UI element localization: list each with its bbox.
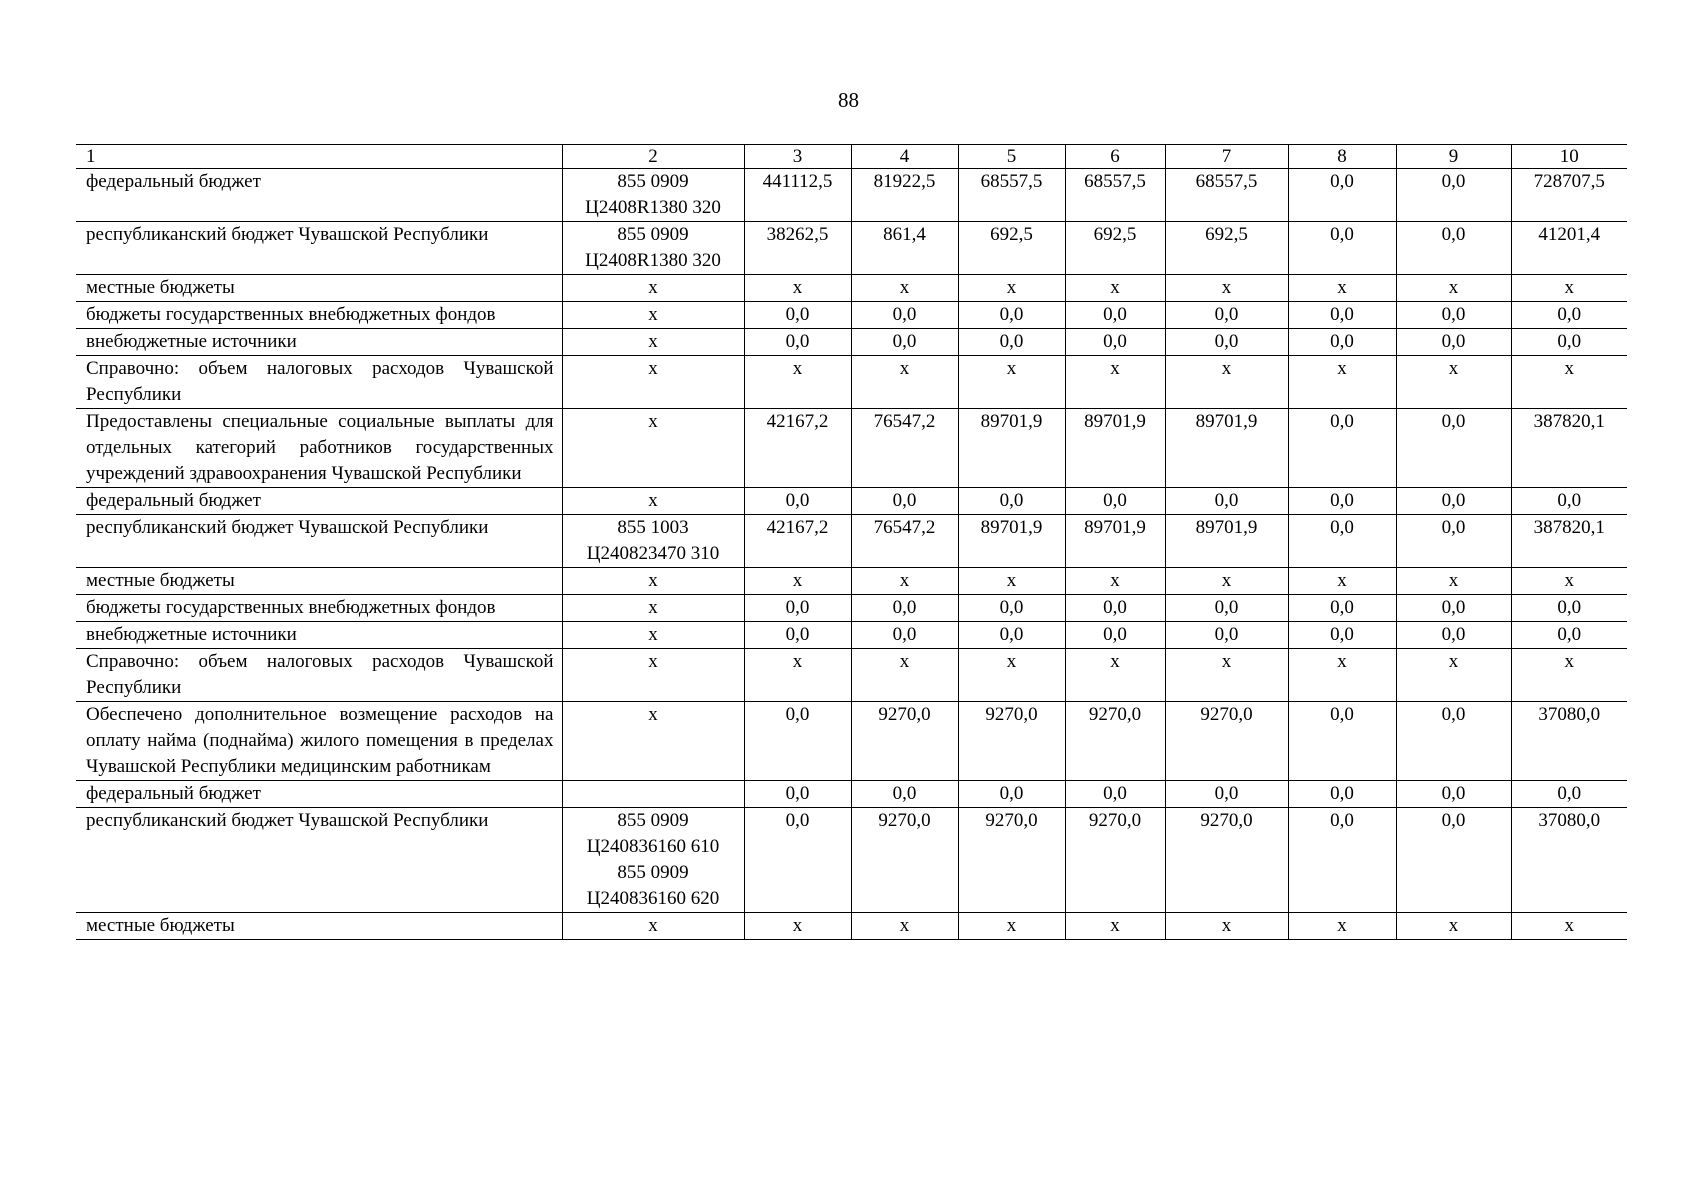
budget-classification-code: x bbox=[562, 275, 744, 302]
budget-classification-code: x bbox=[562, 302, 744, 329]
row-label: внебюджетные источники bbox=[76, 622, 562, 649]
value-cell: 37080,0 bbox=[1511, 808, 1627, 913]
value-cell: 0,0 bbox=[958, 781, 1065, 808]
value-cell: 81922,5 bbox=[851, 169, 958, 222]
value-cell: 0,0 bbox=[851, 302, 958, 329]
value-cell: 0,0 bbox=[744, 302, 851, 329]
value-cell: x bbox=[744, 913, 851, 940]
value-cell: 0,0 bbox=[744, 622, 851, 649]
row-label: республиканский бюджет Чувашской Республики bbox=[76, 808, 562, 913]
value-cell: x bbox=[958, 568, 1065, 595]
value-cell: x bbox=[744, 649, 851, 702]
value-cell: 0,0 bbox=[1288, 488, 1396, 515]
value-cell: 89701,9 bbox=[958, 409, 1065, 488]
value-cell: 728707,5 bbox=[1511, 169, 1627, 222]
table-row bbox=[76, 329, 1627, 356]
row-label: Обеспечено дополнительное возмещение расходов на оплату найма (поднайма) жилого помещения в пределах Чувашской Республики медицинским работникам bbox=[76, 702, 562, 781]
value-cell: 0,0 bbox=[1511, 302, 1627, 329]
table-row bbox=[76, 356, 1627, 409]
column-number-5: 5 bbox=[958, 145, 1065, 169]
budget-table bbox=[76, 144, 1627, 940]
value-cell: 387820,1 bbox=[1511, 515, 1627, 568]
value-cell: 0,0 bbox=[1288, 222, 1396, 275]
value-cell: 0,0 bbox=[1165, 488, 1288, 515]
value-cell: 0,0 bbox=[1396, 808, 1511, 913]
row-label: бюджеты государственных внебюджетных фондов bbox=[76, 302, 562, 329]
table-row bbox=[76, 515, 1627, 568]
value-cell: 9270,0 bbox=[958, 808, 1065, 913]
value-cell: x bbox=[1065, 275, 1165, 302]
value-cell: x bbox=[1288, 356, 1396, 409]
budget-classification-code: 855 0909 Ц2408R1380 320 bbox=[562, 169, 744, 222]
value-cell: 387820,1 bbox=[1511, 409, 1627, 488]
value-cell: 0,0 bbox=[1396, 515, 1511, 568]
row-label: республиканский бюджет Чувашской Республики bbox=[76, 222, 562, 275]
table-row bbox=[76, 568, 1627, 595]
value-cell: 0,0 bbox=[744, 329, 851, 356]
value-cell: 89701,9 bbox=[1065, 515, 1165, 568]
table-body bbox=[76, 145, 1627, 940]
value-cell: 37080,0 bbox=[1511, 702, 1627, 781]
value-cell: 0,0 bbox=[958, 595, 1065, 622]
value-cell: 0,0 bbox=[1065, 622, 1165, 649]
value-cell: x bbox=[1165, 356, 1288, 409]
value-cell: 0,0 bbox=[958, 302, 1065, 329]
value-cell: 0,0 bbox=[1165, 622, 1288, 649]
value-cell: x bbox=[1065, 356, 1165, 409]
value-cell: 0,0 bbox=[744, 781, 851, 808]
column-number-1: 1 bbox=[76, 145, 562, 169]
value-cell: x bbox=[1396, 275, 1511, 302]
value-cell: 0,0 bbox=[1288, 302, 1396, 329]
value-cell: 89701,9 bbox=[958, 515, 1065, 568]
value-cell: x bbox=[1511, 649, 1627, 702]
value-cell: 0,0 bbox=[1511, 329, 1627, 356]
value-cell: 68557,5 bbox=[1065, 169, 1165, 222]
value-cell: 76547,2 bbox=[851, 515, 958, 568]
value-cell: x bbox=[1288, 275, 1396, 302]
value-cell: x bbox=[958, 356, 1065, 409]
table-row bbox=[76, 488, 1627, 515]
table-row bbox=[76, 595, 1627, 622]
value-cell: 692,5 bbox=[958, 222, 1065, 275]
row-label: федеральный бюджет bbox=[76, 781, 562, 808]
value-cell: 42167,2 bbox=[744, 409, 851, 488]
value-cell: 0,0 bbox=[1396, 595, 1511, 622]
value-cell: x bbox=[744, 275, 851, 302]
value-cell: 9270,0 bbox=[851, 702, 958, 781]
column-number-4: 4 bbox=[851, 145, 958, 169]
value-cell: 692,5 bbox=[1065, 222, 1165, 275]
value-cell: 0,0 bbox=[1165, 595, 1288, 622]
value-cell: 9270,0 bbox=[851, 808, 958, 913]
column-number-7: 7 bbox=[1165, 145, 1288, 169]
value-cell: 0,0 bbox=[1288, 515, 1396, 568]
budget-classification-code: 855 0909 Ц2408R1380 320 bbox=[562, 222, 744, 275]
budget-classification-code: 855 0909 Ц240836160 610 855 0909 Ц240836160 620 bbox=[562, 808, 744, 913]
value-cell: x bbox=[1288, 568, 1396, 595]
value-cell: 0,0 bbox=[1396, 409, 1511, 488]
budget-classification-code: x bbox=[562, 329, 744, 356]
value-cell: 0,0 bbox=[1165, 329, 1288, 356]
value-cell: 68557,5 bbox=[958, 169, 1065, 222]
value-cell: 0,0 bbox=[1396, 622, 1511, 649]
column-number-3: 3 bbox=[744, 145, 851, 169]
budget-classification-code: x bbox=[562, 702, 744, 781]
budget-classification-code: x bbox=[562, 595, 744, 622]
value-cell: x bbox=[958, 649, 1065, 702]
value-cell: 0,0 bbox=[851, 329, 958, 356]
value-cell: 0,0 bbox=[1396, 488, 1511, 515]
value-cell: 9270,0 bbox=[1165, 702, 1288, 781]
value-cell: x bbox=[744, 356, 851, 409]
budget-classification-code: x bbox=[562, 488, 744, 515]
value-cell: 0,0 bbox=[1065, 781, 1165, 808]
table-row bbox=[76, 409, 1627, 488]
value-cell: 0,0 bbox=[1396, 222, 1511, 275]
row-label: внебюджетные источники bbox=[76, 329, 562, 356]
value-cell: 0,0 bbox=[1065, 595, 1165, 622]
value-cell: 0,0 bbox=[851, 595, 958, 622]
value-cell: 0,0 bbox=[1288, 169, 1396, 222]
value-cell: x bbox=[1396, 913, 1511, 940]
value-cell: 9270,0 bbox=[1165, 808, 1288, 913]
row-label: федеральный бюджет bbox=[76, 169, 562, 222]
value-cell: x bbox=[1165, 568, 1288, 595]
row-label: местные бюджеты bbox=[76, 275, 562, 302]
value-cell: x bbox=[1165, 275, 1288, 302]
value-cell: 0,0 bbox=[851, 488, 958, 515]
value-cell: 0,0 bbox=[1288, 595, 1396, 622]
value-cell: 0,0 bbox=[958, 488, 1065, 515]
value-cell: 89701,9 bbox=[1165, 515, 1288, 568]
column-number-8: 8 bbox=[1288, 145, 1396, 169]
value-cell: 89701,9 bbox=[1065, 409, 1165, 488]
value-cell: x bbox=[1511, 913, 1627, 940]
budget-classification-code: 855 1003 Ц240823470 310 bbox=[562, 515, 744, 568]
value-cell: x bbox=[1065, 568, 1165, 595]
value-cell: x bbox=[851, 649, 958, 702]
value-cell: 0,0 bbox=[958, 622, 1065, 649]
budget-classification-code: x bbox=[562, 913, 744, 940]
value-cell: 89701,9 bbox=[1165, 409, 1288, 488]
row-label: Справочно: объем налоговых расходов Чувашской Республики bbox=[76, 356, 562, 409]
value-cell: 0,0 bbox=[1288, 781, 1396, 808]
table-row bbox=[76, 649, 1627, 702]
value-cell: 9270,0 bbox=[958, 702, 1065, 781]
value-cell: 0,0 bbox=[1511, 488, 1627, 515]
row-label: бюджеты государственных внебюджетных фондов bbox=[76, 595, 562, 622]
value-cell: 38262,5 bbox=[744, 222, 851, 275]
value-cell: x bbox=[958, 913, 1065, 940]
value-cell: 0,0 bbox=[1288, 808, 1396, 913]
value-cell: x bbox=[1288, 649, 1396, 702]
budget-classification-code: x bbox=[562, 356, 744, 409]
value-cell: 76547,2 bbox=[851, 409, 958, 488]
value-cell: 0,0 bbox=[1065, 488, 1165, 515]
row-label: федеральный бюджет bbox=[76, 488, 562, 515]
value-cell: x bbox=[1511, 568, 1627, 595]
column-number-9: 9 bbox=[1396, 145, 1511, 169]
page-number: 88 bbox=[838, 88, 859, 112]
value-cell: 0,0 bbox=[744, 488, 851, 515]
value-cell: x bbox=[851, 356, 958, 409]
value-cell: 0,0 bbox=[1511, 781, 1627, 808]
row-label: Предоставлены специальные социальные выплаты для отдельных категорий работников государственных учреждений здравоохранения Чувашской Республики bbox=[76, 409, 562, 488]
column-number-2: 2 bbox=[562, 145, 744, 169]
budget-classification-code: x bbox=[562, 409, 744, 488]
value-cell: x bbox=[1396, 356, 1511, 409]
value-cell: 0,0 bbox=[1165, 302, 1288, 329]
value-cell: x bbox=[958, 275, 1065, 302]
value-cell: 0,0 bbox=[1396, 702, 1511, 781]
value-cell: 0,0 bbox=[1288, 702, 1396, 781]
table-row bbox=[76, 808, 1627, 913]
budget-classification-code bbox=[562, 781, 744, 808]
value-cell: 692,5 bbox=[1165, 222, 1288, 275]
value-cell: 9270,0 bbox=[1065, 702, 1165, 781]
value-cell: x bbox=[744, 568, 851, 595]
row-label: Справочно: объем налоговых расходов Чувашской Республики bbox=[76, 649, 562, 702]
value-cell: 0,0 bbox=[1396, 781, 1511, 808]
value-cell: 861,4 bbox=[851, 222, 958, 275]
column-number-10: 10 bbox=[1511, 145, 1627, 169]
value-cell: 0,0 bbox=[1511, 622, 1627, 649]
value-cell: 0,0 bbox=[1396, 169, 1511, 222]
value-cell: 0,0 bbox=[851, 781, 958, 808]
value-cell: x bbox=[1511, 275, 1627, 302]
value-cell: x bbox=[851, 913, 958, 940]
value-cell: x bbox=[851, 568, 958, 595]
value-cell: x bbox=[1288, 913, 1396, 940]
value-cell: 41201,4 bbox=[1511, 222, 1627, 275]
budget-classification-code: x bbox=[562, 622, 744, 649]
value-cell: 0,0 bbox=[1065, 302, 1165, 329]
value-cell: x bbox=[1396, 568, 1511, 595]
row-label: местные бюджеты bbox=[76, 913, 562, 940]
value-cell: 0,0 bbox=[851, 622, 958, 649]
column-number-6: 6 bbox=[1065, 145, 1165, 169]
value-cell: 0,0 bbox=[744, 808, 851, 913]
table-row bbox=[76, 702, 1627, 781]
value-cell: x bbox=[1165, 913, 1288, 940]
budget-classification-code: x bbox=[562, 568, 744, 595]
table-row bbox=[76, 781, 1627, 808]
value-cell: x bbox=[1065, 649, 1165, 702]
value-cell: 0,0 bbox=[1288, 329, 1396, 356]
row-label: местные бюджеты bbox=[76, 568, 562, 595]
budget-classification-code: x bbox=[562, 649, 744, 702]
value-cell: 0,0 bbox=[744, 702, 851, 781]
table-row bbox=[76, 302, 1627, 329]
value-cell: x bbox=[1396, 649, 1511, 702]
table-row bbox=[76, 169, 1627, 222]
value-cell: 0,0 bbox=[1396, 302, 1511, 329]
row-label: республиканский бюджет Чувашской Республики bbox=[76, 515, 562, 568]
table-row bbox=[76, 913, 1627, 940]
value-cell: 0,0 bbox=[1165, 781, 1288, 808]
value-cell: 0,0 bbox=[1288, 622, 1396, 649]
value-cell: x bbox=[1065, 913, 1165, 940]
value-cell: 68557,5 bbox=[1165, 169, 1288, 222]
value-cell: 9270,0 bbox=[1065, 808, 1165, 913]
value-cell: x bbox=[851, 275, 958, 302]
value-cell: 0,0 bbox=[1511, 595, 1627, 622]
table-row bbox=[76, 222, 1627, 275]
value-cell: x bbox=[1511, 356, 1627, 409]
value-cell: x bbox=[1165, 649, 1288, 702]
value-cell: 0,0 bbox=[958, 329, 1065, 356]
column-number-row bbox=[76, 145, 1627, 169]
value-cell: 0,0 bbox=[744, 595, 851, 622]
value-cell: 0,0 bbox=[1396, 329, 1511, 356]
value-cell: 42167,2 bbox=[744, 515, 851, 568]
value-cell: 0,0 bbox=[1288, 409, 1396, 488]
value-cell: 441112,5 bbox=[744, 169, 851, 222]
table-row bbox=[76, 275, 1627, 302]
table-row bbox=[76, 622, 1627, 649]
value-cell: 0,0 bbox=[1065, 329, 1165, 356]
